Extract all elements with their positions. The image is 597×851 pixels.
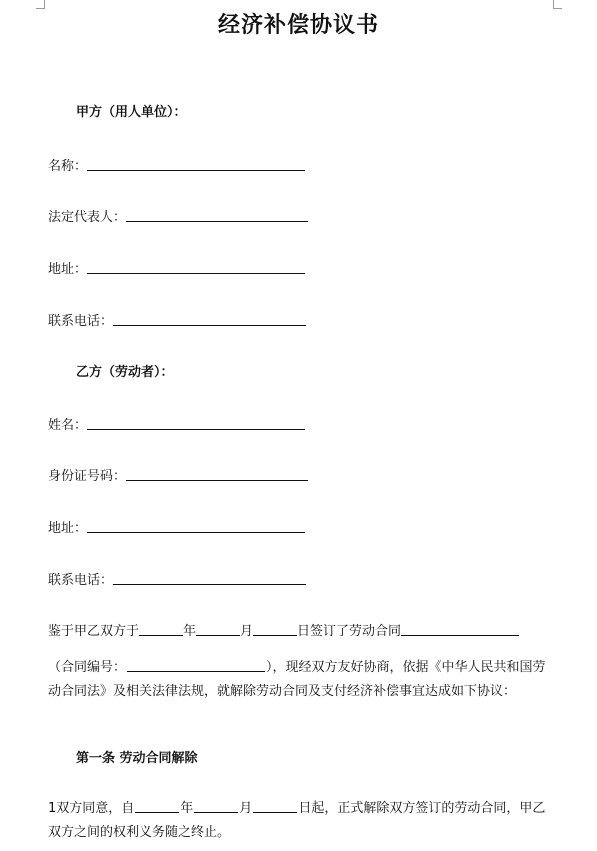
- party-b-id-label: 身份证号码：: [48, 469, 127, 484]
- party-a-rep-label: 法定代表人：: [48, 210, 127, 225]
- party-b-address-label: 地址：: [48, 521, 88, 536]
- party-b-phone-label: 联系电话：: [48, 573, 114, 588]
- preamble-paragraph: [48, 656, 553, 704]
- party-a-address-row: [48, 260, 305, 279]
- party-b-id-blank[interactable]: [126, 467, 308, 481]
- article-1-text-2: 日起，正式解除双方签订的劳动合同，甲乙双方之间的权利义务随之终止。: [48, 801, 546, 840]
- article-1-month-blank[interactable]: [194, 799, 238, 813]
- preamble-line-1: [48, 622, 519, 641]
- party-b-address-row: [48, 519, 305, 538]
- party-a-phone-row: [48, 312, 306, 331]
- party-a-name-row: [48, 157, 305, 176]
- article-1-text-1: 1双方同意，自: [48, 801, 135, 816]
- preamble-month-blank[interactable]: [196, 622, 240, 636]
- party-a-heading: 甲方（用人单位）：: [76, 105, 187, 120]
- party-a-address-blank[interactable]: [87, 260, 305, 274]
- party-b-heading: 乙方（劳动者）：: [76, 365, 174, 380]
- article-1-paragraph: [48, 797, 553, 845]
- party-a-address-label: 地址：: [48, 262, 88, 277]
- preamble-text-1: 鉴于甲乙双方于: [48, 624, 140, 639]
- party-b-name-blank[interactable]: [87, 416, 305, 430]
- party-b-name-row: [48, 416, 305, 435]
- party-a-name-label: 名称：: [48, 159, 88, 174]
- party-a-phone-label: 联系电话：: [48, 314, 114, 329]
- party-a-rep-blank[interactable]: [126, 208, 308, 222]
- article-1-day-blank[interactable]: [253, 799, 297, 813]
- party-b-id-row: [48, 467, 308, 486]
- party-b-phone-row: [48, 571, 306, 590]
- party-b-address-blank[interactable]: [87, 519, 305, 533]
- article-1-year-blank[interactable]: [135, 799, 179, 813]
- preamble-text-3: （合同编号：: [48, 660, 127, 675]
- contract-number-blank[interactable]: [127, 658, 265, 672]
- article-1-month-label: 月: [239, 801, 253, 816]
- party-a-name-blank[interactable]: [87, 157, 305, 171]
- party-b-name-label: 姓名：: [48, 418, 88, 433]
- preamble-contract-blank[interactable]: [401, 622, 519, 636]
- preamble-year-blank[interactable]: [139, 622, 183, 636]
- article-1-year-label: 年: [180, 801, 194, 816]
- party-a-phone-blank[interactable]: [113, 312, 306, 326]
- preamble-text-4: ），现经双方友好协商，依据《中华人民共和国劳动合同法》及相关法律法规，就解除劳动合同及支付经济补偿事宜达成如下协议：: [48, 660, 546, 699]
- preamble-day-blank[interactable]: [253, 622, 297, 636]
- party-b-phone-blank[interactable]: [113, 571, 306, 585]
- party-a-rep-row: [48, 208, 308, 227]
- preamble-text-2: 日签订了劳动合同: [297, 624, 402, 639]
- preamble-year-label: 年: [183, 624, 197, 639]
- preamble-month-label: 月: [240, 624, 254, 639]
- document-title: 经济补偿协议书: [217, 12, 379, 38]
- article-1-heading: 第一条 劳动合同解除: [76, 751, 198, 766]
